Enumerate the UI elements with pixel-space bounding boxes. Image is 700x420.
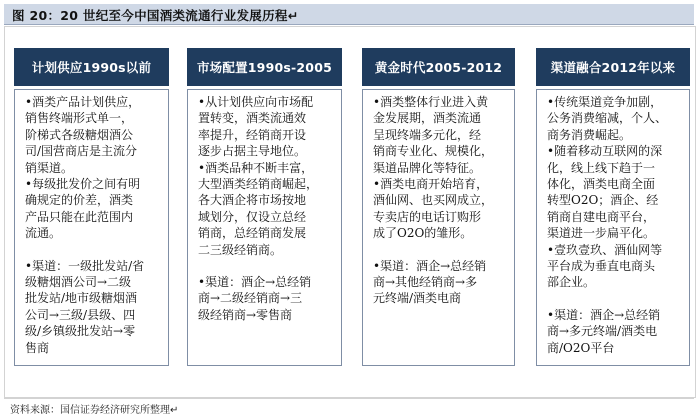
text-line: 渠道品牌化等特征。 [373,160,482,175]
text-line: •壹玖壹玖、酒仙网等 [547,242,663,257]
spacer [547,291,683,307]
spacer [373,242,508,258]
text-line: •传统渠道竞争加剧， [547,95,663,109]
column-planned-supply [14,48,169,366]
text-line: 公务消费缩减，个人、 [547,111,668,126]
column-body [362,89,515,366]
text-line: 商→其他经销商→多 [373,275,478,290]
divider [4,398,694,399]
text-line: 率提升，经销商开设 [198,127,307,142]
column-body [187,89,342,366]
text-line: 成了O2O的雏形。 [373,226,473,241]
column-body [536,89,690,366]
text-line: •渠道：一级批发站/省 [25,258,145,273]
text-line: 逐步占据主导地位。 [198,144,307,159]
spacer [198,258,335,274]
column-header: 市场配置1990s-2005 [187,48,342,86]
text-line: 商/O2O平台 [547,340,615,355]
text-line: 商务消费崛起。 [547,127,632,142]
figure-title-bar [4,4,694,25]
text-line: 平台成为垂直电商头 [547,259,656,274]
text-line: 产品只能在此范围内 [25,209,134,224]
column-header: 渠道融合2012年以来 [536,48,690,86]
text-line: 销商自建电商平台， [547,209,656,224]
text-line: 销渠道。 [25,160,74,175]
text-line: 部企业。 [547,275,596,290]
source-note: 资料来源：国信证券经济研究所整理↵ [10,405,179,416]
text-line: 公司→三级/县级、四 [25,307,136,322]
column-market-allocation [187,48,342,366]
text-line: 销商，总经销商发展 [198,226,307,241]
text-line: 销商专业化、规模化， [373,144,494,159]
text-line: 元终端/酒类电商 [373,291,462,306]
column-golden-age [362,48,515,366]
text-line: •渠道：酒企→总经销 [547,307,661,322]
text-line: •酒类品种不断丰富， [198,160,314,175]
text-line: •每级批发价之间有明 [25,177,141,192]
text-line: 域划分，仅设立总经 [198,209,307,224]
text-line: 酒仙网、也买网成立， [373,193,494,208]
text-line: 批发站/地市级糖烟酒 [25,291,138,306]
text-line: 大型酒类经销商崛起， [198,177,319,192]
text-line: •从计划供应向市场配 [198,95,314,109]
text-line: 级糖烟酒公司→二级 [25,275,132,290]
column-header: 计划供应1990s以前 [14,48,169,86]
text-line: •随着移动互联网的深 [547,144,663,159]
text-line: 级/乡镇级批发站→零 [25,324,136,339]
text-line: 专卖店的电话订购形 [373,209,482,224]
text-line: 阶梯式各级糖烟酒公 [25,127,134,142]
spacer [25,242,162,258]
column-body [14,89,169,366]
text-line: 商→二级经销商→三 [198,291,303,306]
text-line: •渠道：酒企→总经销 [198,275,312,290]
text-line: 转型O2O；酒企、经 [547,193,659,208]
text-line: 各大酒企将市场按地 [198,193,307,208]
text-line: 二三级经销商。 [198,242,283,257]
text-line: 化，线上线下趋于一 [547,160,656,175]
text-line: •酒类整体行业进入黄 [373,95,489,109]
text-line: 销售终端形式单一， [25,111,134,126]
text-line: 渠道进一步扁平化。 [547,226,656,241]
text-line: 金发展期，酒类流通 [373,111,482,126]
text-line: 确规定的价差，酒类 [25,193,134,208]
column-channel-integration [536,48,690,366]
figure-title: 图 20：20 世纪至今中国酒类流通行业发展历程↵ [12,8,299,23]
text-line: 售商 [25,340,50,355]
text-line: 置转变，酒类流通效 [198,111,307,126]
text-line: •酒类产品计划供应， [25,95,141,109]
text-line: •渠道：酒企→总经销 [373,258,487,273]
text-line: 呈现终端多元化，经 [373,127,482,142]
text-line: 商→多元终端/酒类电 [547,324,658,339]
text-line: 体化，酒类电商全面 [547,177,656,192]
text-line: 司/国营商店是主流分 [25,144,138,159]
text-line: 级经销商→零售商 [198,307,293,322]
text-line: 流通。 [25,226,62,241]
text-line: •酒类电商开始培育， [373,177,489,192]
column-header: 黄金时代2005-2012 [362,48,515,86]
